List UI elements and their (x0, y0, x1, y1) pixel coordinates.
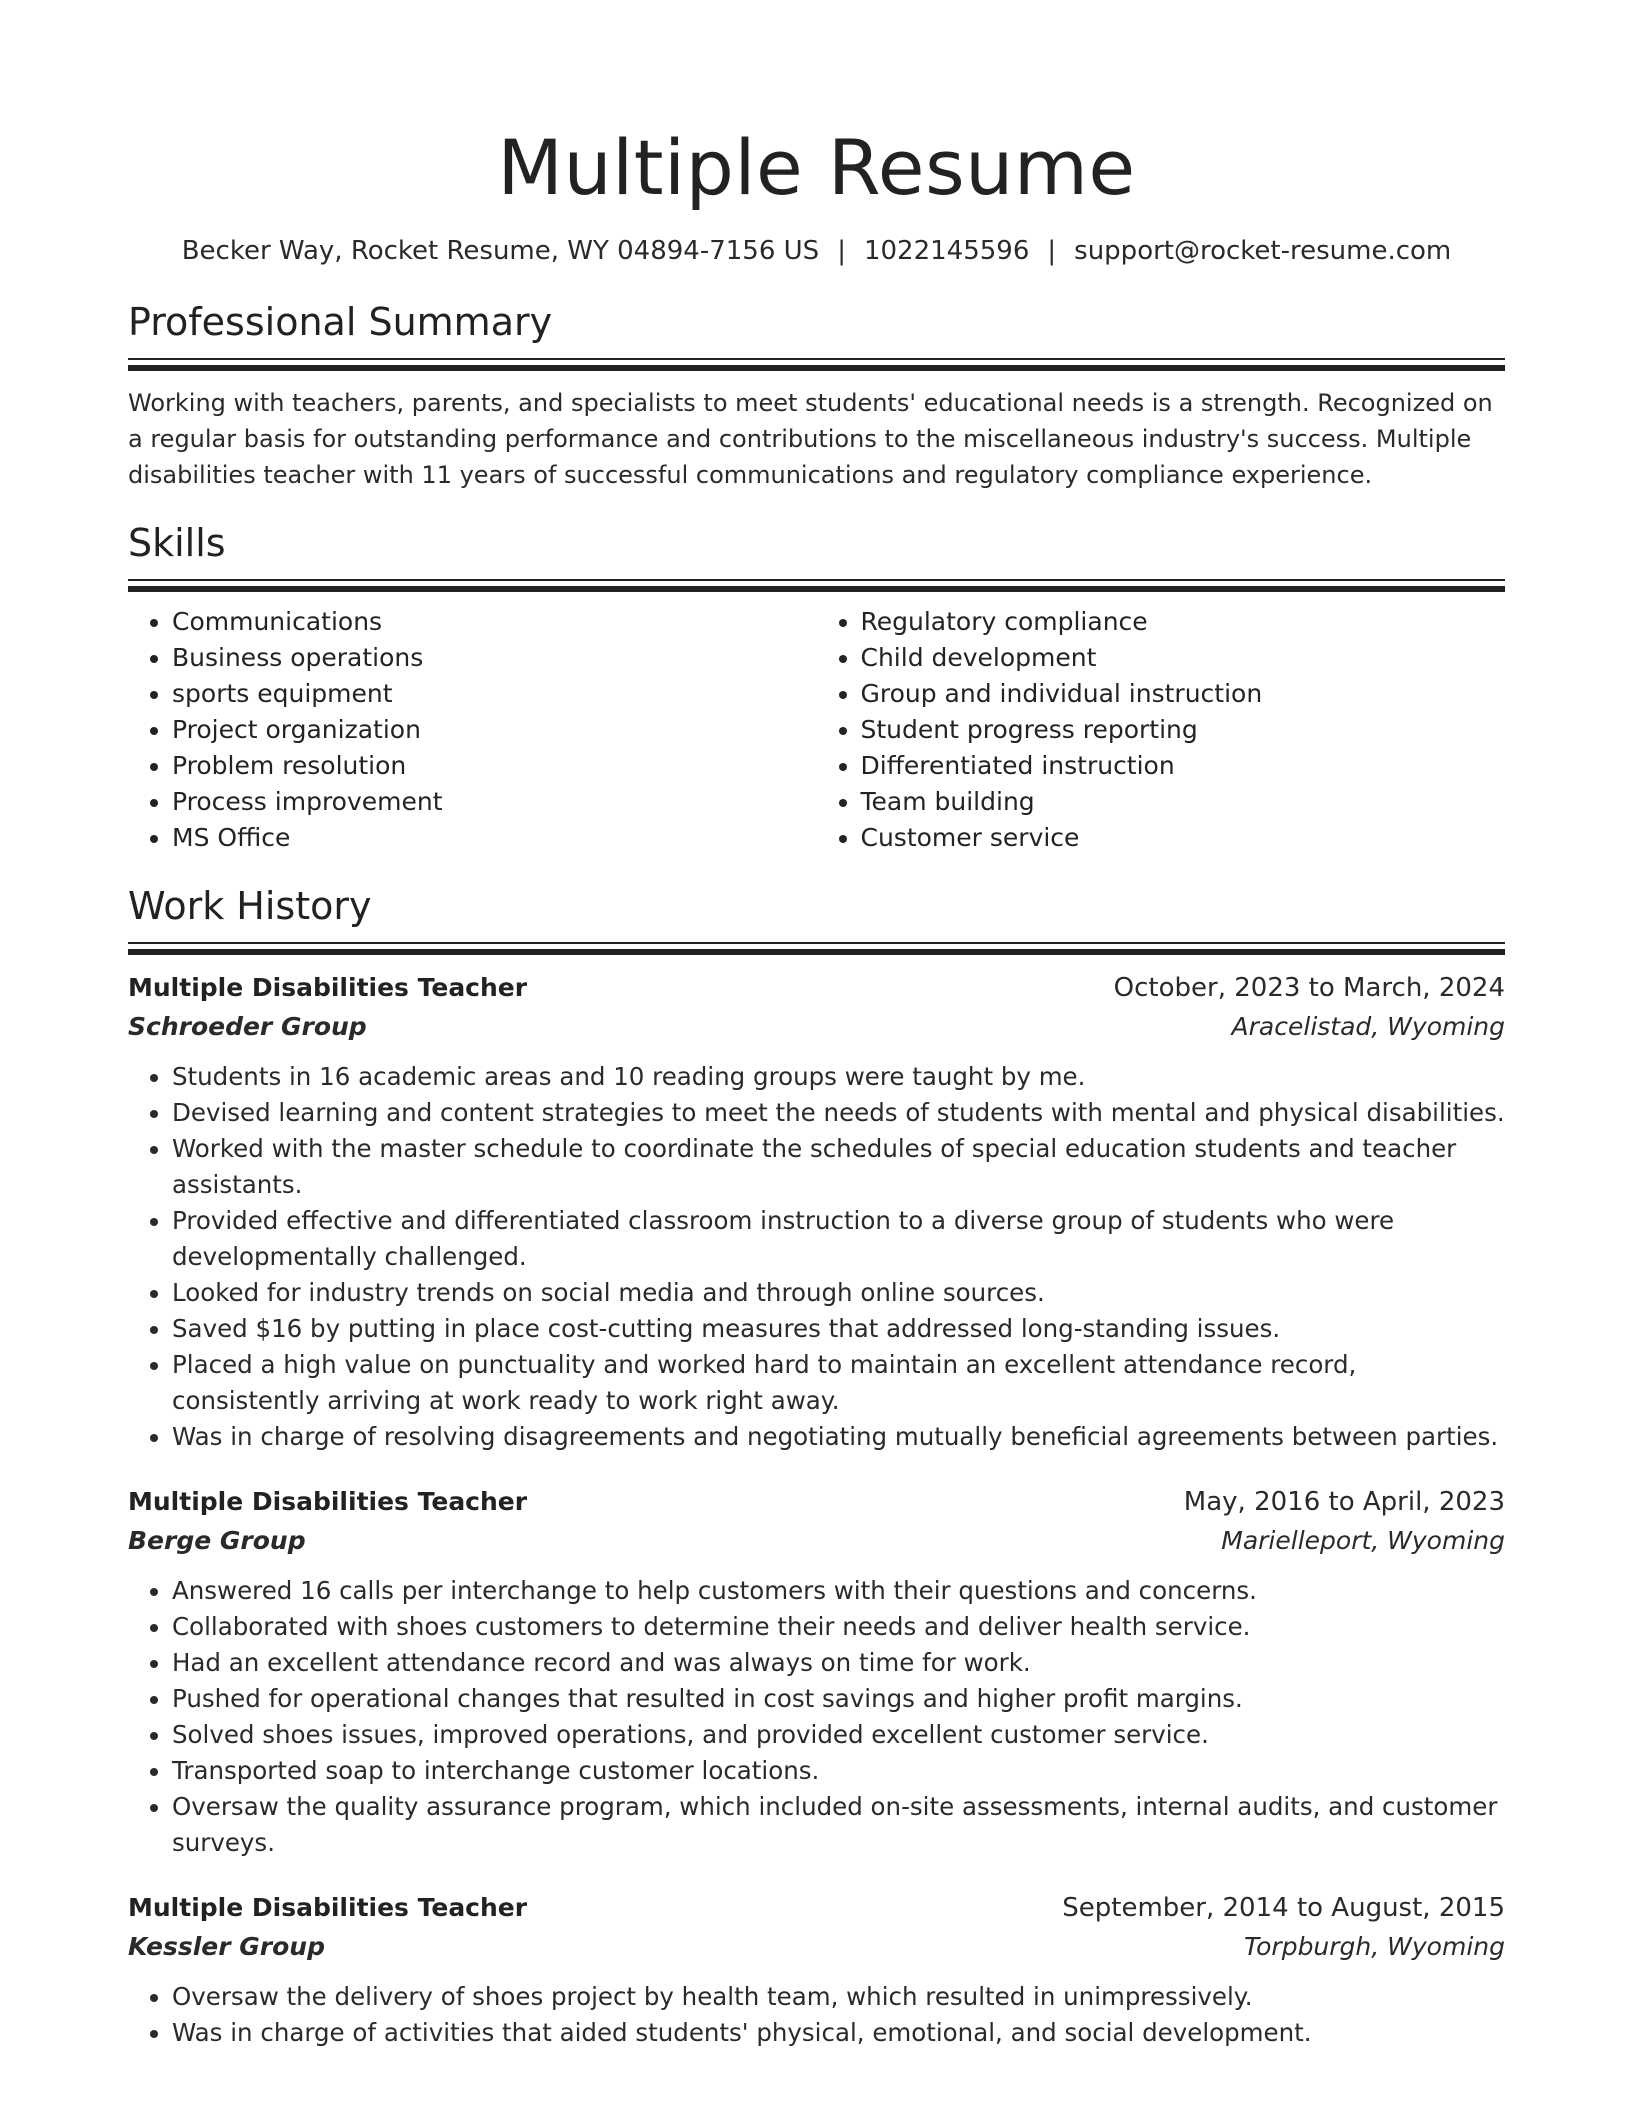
section-divider-thick (128, 365, 1505, 371)
contact-separator: | (837, 236, 846, 266)
job-bullet: • Transported soap to interchange customer locations. (172, 1753, 1505, 1789)
job-dates: September, 2014 to August, 2015 (1062, 1893, 1505, 1923)
job-bullet: • Had an excellent attendance record and was always on time for work. (172, 1645, 1505, 1681)
job-dates: October, 2023 to March, 2024 (1113, 973, 1505, 1003)
skill-item: • sports equipment (172, 676, 817, 712)
skill-item: • Team building (861, 784, 1506, 820)
contact-address: Becker Way, Rocket Resume, WY 04894-7156 US (181, 236, 820, 266)
job-title: Multiple Disabilities Teacher (128, 1487, 528, 1516)
job-bullet: • Students in 16 academic areas and 10 reading groups were taught by me. (172, 1059, 1505, 1095)
section-divider (128, 358, 1505, 360)
job-bullet: • Was in charge of activities that aided students' physical, emotional, and social development. (172, 2015, 1505, 2051)
skill-item: • Process improvement (172, 784, 817, 820)
job-bullet: • Oversaw the delivery of shoes project by health team, which resulted in unimpressively. (172, 1979, 1505, 2015)
job-company: Schroeder Group (128, 1012, 367, 1041)
job-bullet: • Worked with the master schedule to coordinate the schedules of special education students and teacher assistants. (172, 1131, 1505, 1203)
work-history-section (128, 882, 1505, 2051)
section-divider (128, 942, 1505, 944)
section-divider-thick (128, 586, 1505, 592)
skill-item: • Project organization (172, 712, 817, 748)
job-bullets (128, 1979, 1505, 2051)
contact-phone: 1022145596 (863, 236, 1030, 266)
contact-separator: | (1047, 236, 1057, 266)
job-location: Aracelistad, Wyoming (1231, 1012, 1505, 1041)
skill-item: • Student progress reporting (861, 712, 1506, 748)
skill-item: • Child development (861, 640, 1506, 676)
contact-line (128, 234, 1505, 268)
job-bullets (128, 1573, 1505, 1861)
skills-section (128, 519, 1505, 856)
skill-item: • Customer service (861, 820, 1506, 856)
resume-name: Multiple Resume (497, 123, 1136, 212)
section-title-summary: Professional Summary (128, 300, 553, 344)
job-bullet: • Answered 16 calls per interchange to help customers with their questions and concerns. (172, 1573, 1505, 1609)
job-bullet: • Looked for industry trends on social media and through online sources. (172, 1275, 1505, 1311)
job-company: Berge Group (128, 1526, 306, 1555)
job-location: Torpburgh, Wyoming (1243, 1932, 1505, 1961)
section-divider-thick (128, 949, 1505, 955)
job-location: Marielleport, Wyoming (1221, 1526, 1505, 1555)
job-bullet: • Collaborated with shoes customers to determine their needs and deliver health service. (172, 1609, 1505, 1645)
skill-item: • Group and individual instruction (861, 676, 1506, 712)
job-bullet: • Solved shoes issues, improved operations, and provided excellent customer service. (172, 1717, 1505, 1753)
job-bullet: • Placed a high value on punctuality and worked hard to maintain an excellent attendance record, consistently arriving at work ready to work right away. (172, 1347, 1505, 1419)
skill-item: • MS Office (172, 820, 817, 856)
skill-item: • Problem resolution (172, 748, 817, 784)
job-title: Multiple Disabilities Teacher (128, 973, 528, 1002)
job-entry (128, 1889, 1505, 2051)
resume-page (128, 0, 1505, 2051)
job-bullet: • Saved $16 by putting in place cost-cutting measures that addressed long-standing issues. (172, 1311, 1505, 1347)
job-entry (128, 1483, 1505, 1861)
job-title: Multiple Disabilities Teacher (128, 1893, 528, 1922)
contact-email: support@rocket-resume.com (1074, 236, 1452, 266)
job-dates: May, 2016 to April, 2023 (1183, 1487, 1505, 1517)
section-title-work-history: Work History (128, 884, 372, 928)
summary-text: Working with teachers, parents, and specialists to meet students' educational needs is a strength. Recognized on a regular basis for outstanding performance and contributions to the miscellaneous industry's success. Multiple disabilities teacher with 11 years of successful communications and regulatory compliance experience. (128, 389, 1493, 489)
job-bullet: • Devised learning and content strategies to meet the needs of students with mental and physical disabilities. (172, 1095, 1505, 1131)
skill-item: • Business operations (172, 640, 817, 676)
job-bullets (128, 1059, 1505, 1455)
skills-column-right (817, 604, 1506, 856)
job-bullet: • Provided effective and differentiated classroom instruction to a diverse group of students who were developmentally challenged. (172, 1203, 1505, 1275)
job-entry (128, 969, 1505, 1455)
skill-item: • Regulatory compliance (861, 604, 1506, 640)
professional-summary-section (128, 298, 1505, 493)
skills-list (128, 604, 1505, 856)
section-title-skills: Skills (128, 521, 226, 565)
skill-item: • Differentiated instruction (861, 748, 1506, 784)
section-divider (128, 579, 1505, 581)
job-bullet: • Was in charge of resolving disagreements and negotiating mutually beneficial agreements between parties. (172, 1419, 1505, 1455)
job-bullet: • Pushed for operational changes that resulted in cost savings and higher profit margins. (172, 1681, 1505, 1717)
skills-column-left (128, 604, 817, 856)
job-company: Kessler Group (128, 1932, 325, 1961)
skill-item: • Communications (172, 604, 817, 640)
job-bullet: • Oversaw the quality assurance program, which included on-site assessments, internal audits, and customer surveys. (172, 1789, 1505, 1861)
